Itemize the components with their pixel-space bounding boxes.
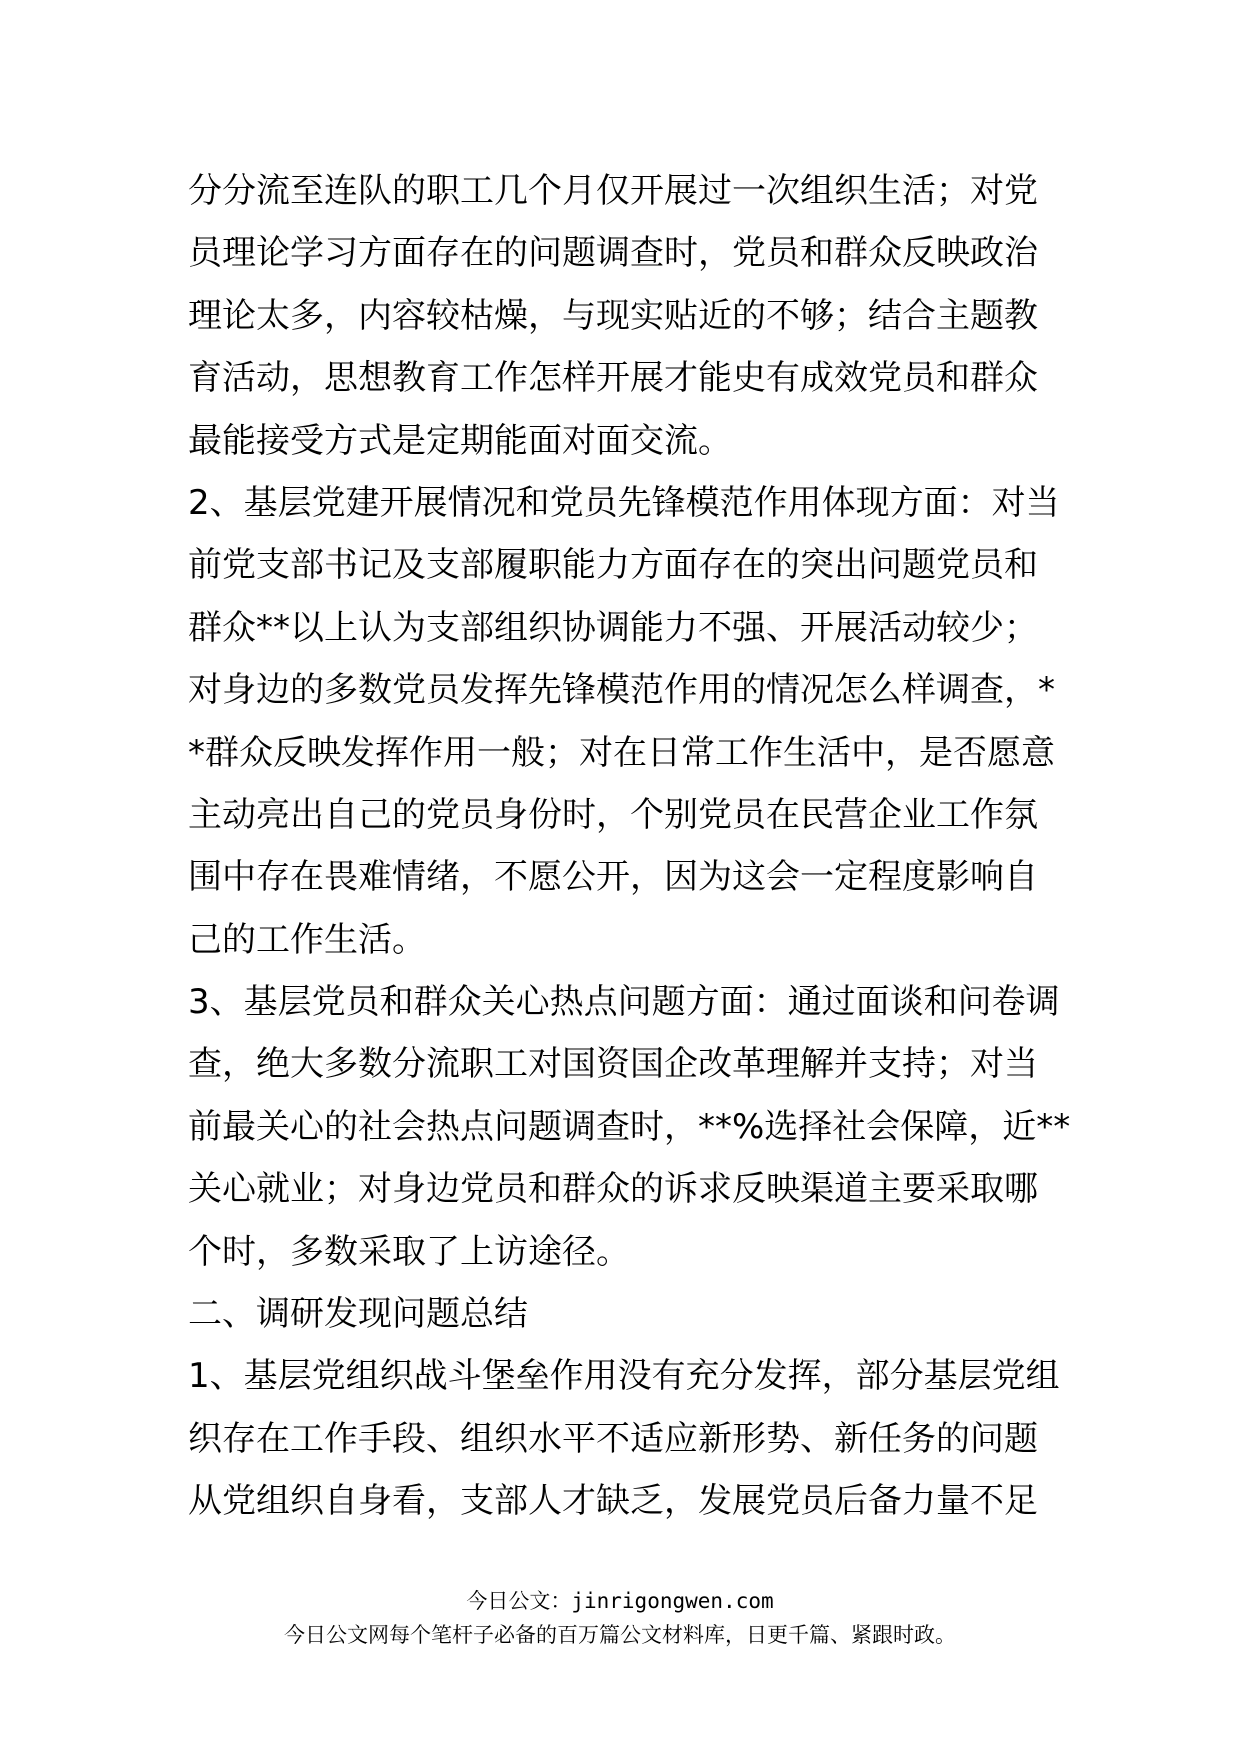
footer-site-line [0, 1586, 1240, 1616]
body-line: 3、基层党员和群众关心热点问题方面：通过面谈和问卷调 [188, 982, 1060, 1023]
section-heading: 二、调研发现问题总结 [188, 1294, 528, 1335]
body-line: 2、基层党建开展情况和党员先锋模范作用体现方面：对当 [188, 482, 1060, 523]
body-line: 查，绝大多数分流职工对国资国企改革理解并支持；对当 [188, 1044, 1038, 1085]
body-line: 理论太多，内容较枯燥，与现实贴近的不够；结合主题教 [188, 295, 1038, 336]
body-line: 前党支部书记及支部履职能力方面存在的突出问题党员和 [188, 545, 1038, 586]
body-line: 个时，多数采取了上访途径。 [188, 1231, 630, 1272]
body-line: *群众反映发挥作用一般；对在日常工作生活中，是否愿意 [188, 732, 1055, 773]
body-line: 主动亮出自己的党员身份时，个别党员在民营企业工作氛 [188, 794, 1038, 835]
body-line: 对身边的多数党员发挥先锋模范作用的情况怎么样调查，* [188, 670, 1055, 711]
body-line: 最能接受方式是定期能面对面交流。 [188, 420, 732, 461]
body-line: 群众**以上认为支部组织协调能力不强、开展活动较少； [188, 607, 1038, 648]
body-line: 织存在工作手段、组织水平不适应新形势、新任务的问题 [188, 1418, 1038, 1459]
body-line: 围中存在畏难情绪，不愿公开，因为这会一定程度影响自 [188, 857, 1038, 898]
footer-slogan: 今日公文网每个笔杆子必备的百万篇公文材料库，日更千篇、紧跟时政。 [284, 1623, 956, 1647]
body-line: 己的工作生活。 [188, 919, 426, 960]
body-line: 关心就业；对身边党员和群众的诉求反映渠道主要采取哪 [188, 1169, 1038, 1210]
body-line: 分分流至连队的职工几个月仅开展过一次组织生活；对党 [188, 171, 1038, 211]
body-line: 从党组织自身看，支部人才缺乏，发展党员后备力量不足 [188, 1481, 1038, 1522]
document-body [188, 160, 1071, 1533]
footer-site-link[interactable]: jinrigongwen.com [571, 1589, 774, 1613]
body-line: 育活动，思想教育工作怎样开展才能史有成效党员和群众 [188, 358, 1038, 399]
body-line: 员理论学习方面存在的问题调查时，党员和群众反映政治 [188, 233, 1038, 274]
footer-site-label: 今日公文： [466, 1589, 572, 1613]
body-line: 前最关心的社会热点问题调查时，**%选择社会保障，近** [188, 1106, 1071, 1147]
body-line: 1、基层党组织战斗堡垒作用没有充分发挥，部分基层党组 [188, 1356, 1060, 1397]
